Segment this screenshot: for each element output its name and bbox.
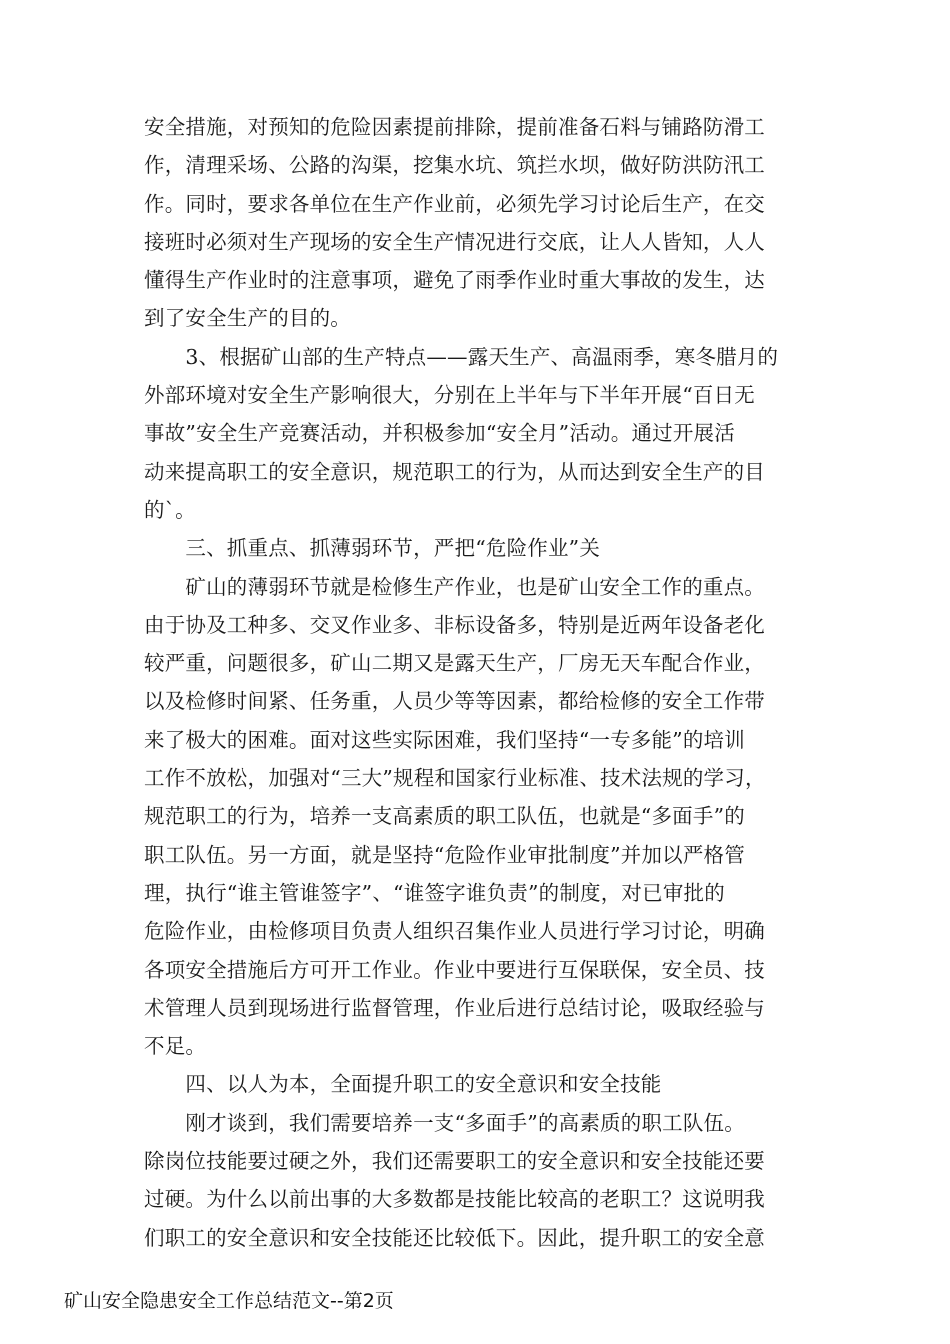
text-line: 动来提高职工的安全意识，规范职工的行为，从而达到安全生产的目 bbox=[144, 459, 765, 484]
text-line: 矿山的薄弱环节就是检修生产作业，也是矿山安全工作的重点。 bbox=[144, 574, 765, 599]
text-line: 以及检修时间紧、任务重，人员少等等因素，都给检修的安全工作带 bbox=[144, 689, 765, 714]
text-line: 规范职工的行为，培养一支高素质的职工队伍，也就是“多面手”的 bbox=[144, 804, 745, 829]
text-line: 不足。 bbox=[144, 1034, 207, 1059]
text-line: 作。同时，要求各单位在生产作业前，必须先学习讨论后生产，在交 bbox=[144, 191, 765, 216]
page-footer: 矿山安全隐患安全工作总结范文--第2页 bbox=[64, 1290, 394, 1312]
text-line: 职工队伍。另一方面，就是坚持“危险作业审批制度”并加以严格管 bbox=[144, 842, 745, 867]
text-line: 除岗位技能要过硬之外，我们还需要职工的安全意识和安全技能还要 bbox=[144, 1149, 765, 1174]
text-line: 作，清理采场、公路的沟渠，挖集水坑、筑拦水坝，做好防洪防汛工 bbox=[144, 153, 765, 178]
text-line: 来了极大的困难。面对这些实际困难，我们坚持“一专多能”的培训 bbox=[144, 727, 745, 752]
text-line: 外部环境对安全生产影响很大，分别在上半年与下半年开展“百日无 bbox=[144, 383, 755, 408]
text-line: 由于协及工种多、交叉作业多、非标设备多，特别是近两年设备老化 bbox=[144, 612, 765, 637]
text-line: 到了安全生产的目的。 bbox=[144, 306, 351, 331]
text-line: 刚才谈到，我们需要培养一支“多面手”的高素质的职工队伍。 bbox=[144, 1110, 745, 1135]
text-line: 事故”安全生产竞赛活动，并积极参加“安全月”活动。通过开展活 bbox=[144, 421, 735, 446]
section-heading: 三、抓重点、抓薄弱环节，严把“危险作业”关 bbox=[144, 536, 601, 561]
section-heading: 四、以人为本，全面提升职工的安全意识和安全技能 bbox=[144, 1072, 662, 1097]
document-body bbox=[144, 108, 808, 1257]
text-line: 工作不放松，加强对“三大”规程和国家行业标准、技术法规的学习， bbox=[144, 766, 766, 791]
text-line: 的`。 bbox=[144, 497, 196, 522]
text-line: 各项安全措施后方可开工作业。作业中要进行互保联保，安全员、技 bbox=[144, 957, 765, 982]
text-line: 较严重，问题很多，矿山二期又是露天生产，厂房无天车配合作业， bbox=[144, 651, 765, 676]
text-line: 们职工的安全意识和安全技能还比较低下。因此，提升职工的安全意 bbox=[144, 1225, 765, 1250]
text-line: 3、根据矿山部的生产特点——露天生产、高温雨季，寒冬腊月的 bbox=[144, 344, 779, 369]
text-line: 懂得生产作业时的注意事项，避免了雨季作业时重大事故的发生，达 bbox=[144, 268, 765, 293]
text-line: 危险作业，由检修项目负责人组织召集作业人员进行学习讨论，明确 bbox=[144, 919, 765, 944]
text-line: 理，执行“谁主管谁签字”、“谁签字谁负责”的制度，对已审批的 bbox=[144, 880, 725, 905]
text-line: 安全措施，对预知的危险因素提前排除，提前准备石料与铺路防滑工 bbox=[144, 115, 765, 139]
text-line: 接班时必须对生产现场的安全生产情况进行交底，让人人皆知，人人 bbox=[144, 229, 765, 254]
text-line: 过硬。为什么以前出事的大多数都是技能比较高的老职工？这说明我 bbox=[144, 1187, 765, 1212]
text-line: 术管理人员到现场进行监督管理，作业后进行总结讨论，吸取经验与 bbox=[144, 995, 765, 1020]
